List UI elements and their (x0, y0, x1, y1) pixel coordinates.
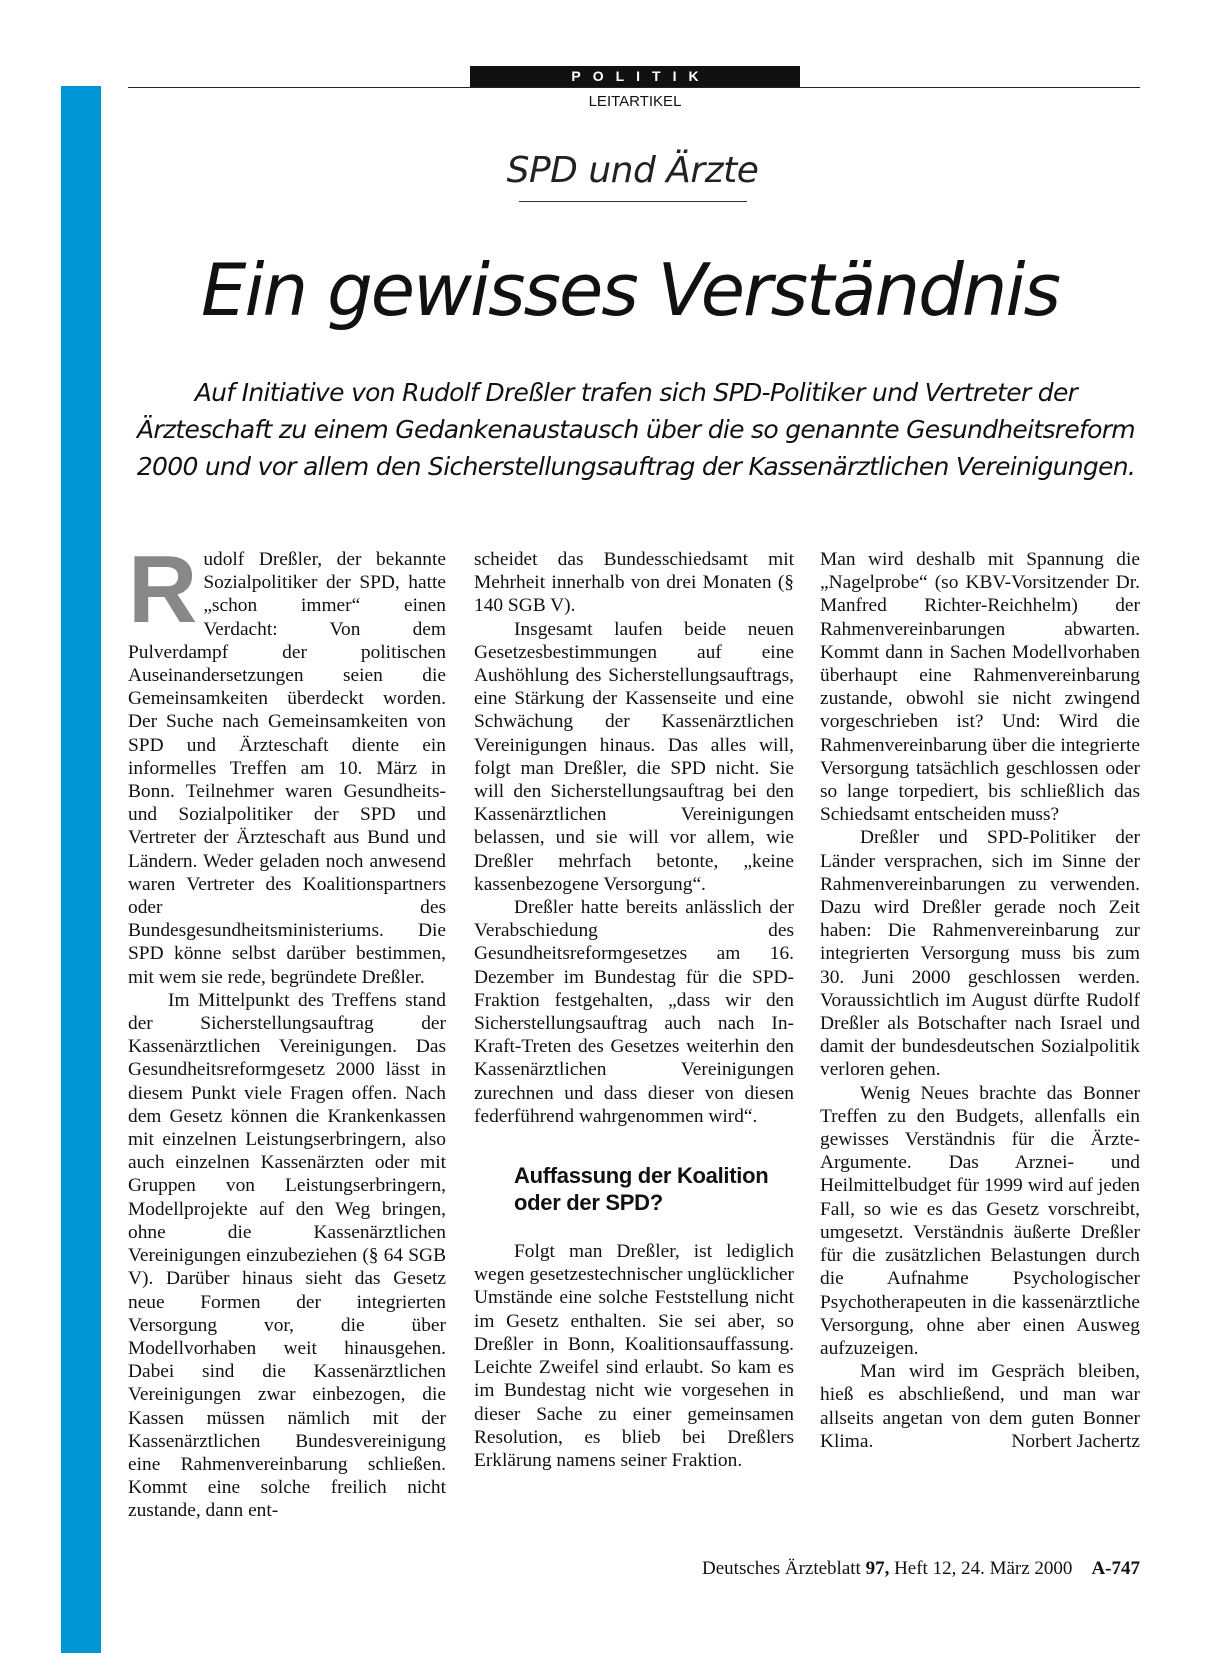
side-color-bar (61, 86, 101, 1653)
paragraph: Rudolf Dreßler, der bekannte Sozialpolitiker der SPD, hatte „schon immer“ einen Verdacht: Von dem Pulverdampf der politischen Auseinandersetzungen seien die Gemeinsamkeiten überdeckt worden. Der Suche nach Gemeinsamkeiten von SPD und Ärzteschaft diente ein informelles Treffen am 10. März in Bonn. Teilnehmer waren Gesundheits- und Sozialpolitiker der SPD und Vertreter der Ärzteschaft aus Bund und Ländern. Weder geladen noch anwesend waren Vertreter des Koalitionspartners oder des Bundesgesundheitsministeriums. Die SPD könne selbst darüber bestimmen, mit wem sie rede, begründete Dreßler. (128, 536, 446, 988)
header-rule (128, 87, 1140, 88)
page-footer (600, 1558, 1140, 1580)
paragraph: Wenig Neues brachte das Bonner Treffen zu den Budgets, allenfalls ein gewisses Verständnis für die Ärzte-Argumente. Das Arznei- und Heilmittelbudget für 1999 wird auf jeden Fall, so wie es das Gesetz vorschreibt, umgesetzt. Verständnis äußerte Dreßler für die zusätzlichen Belastungen durch die Aufnahme Psychologischer Psychotherapeuten in die kassenärztliche Versorgung, ohne aber einen Ausweg aufzuzeigen. (820, 1082, 1140, 1359)
article-subheading: Auffassung der Koalition oder der SPD? (514, 1163, 769, 1216)
paragraph: Insgesamt laufen beide neuen Gesetzesbestimmungen auf eine Aushöhlung des Sicherstellungsauftrags, eine Stärkung der Kassenseite und eine Schwächung der Kassenärztlichen Vereinigungen hinaus. Das alles will, folgt man Dreßler, die SPD nicht. Sie will den Sicherstellungsauftrag bei den Kassenärztlichen Vereinigungen belassen, und sie will vor allem, wie Dreßler mehrfach betonte, „keine kassenbezogene Versorgung“. (474, 618, 794, 895)
journal-name: Deutsches Ärzteblatt (702, 1558, 861, 1579)
journal-issue: Heft 12, 24. März 2000 (894, 1558, 1073, 1579)
article-lead: Auf Initiative von Rudolf Dreßler trafen sich SPD-Politiker und Vertreter der Ärzteschaft zu einem Gedankenaustausch über die so genannte Gesundheitsreform 2000 und vor allem den Sicherstellungsauftrag der Kassenärztlichen Vereinigungen. (136, 378, 1136, 481)
paragraph: Im Mittelpunkt des Treffens stand der Sicherstellungsauftrag der Kassenärztlichen Vereinigungen. Das Gesundheitsreformgesetz 2000 lässt in diesem Punkt viele Fragen offen. Nach dem Gesetz können die Krankenkassen mit einzelnen Leistungserbringern, also auch einzelnen Kassenärzten oder mit Gruppen von Leistungserbringern, Modellprojekte auf den Weg bringen, ohne die Kassenärztlichen Vereinigungen einzubeziehen (§ 64 SGB V). Darüber hinaus sieht das Gesetz neue Formen der integrierten Versorgung vor, die über Modellvorhaben weit hinausgehen. Dabei sind die Kassenärztlichen Vereinigungen zwar einbezogen, die Kassen müssen nämlich mit der Kassenärztlichen Bundesvereinigung eine Rahmenvereinbarung schließen. Kommt eine solche freilich nicht zustande, dann ent- (128, 989, 446, 1522)
paragraph: scheidet das Bundesschiedsamt mit Mehrheit innerhalb von drei Monaten (§ 140 SGB V). (474, 549, 794, 617)
drop-cap: R (128, 536, 198, 643)
text-column-2 (474, 548, 794, 1472)
paragraph: Dreßler hatte bereits anlässlich der Verabschiedung des Gesundheitsreformgesetzes am 16. Dezember im Bundestag für die SPD-Fraktion festgehalten, „dass wir den Sicherstellungsauftrag auch nach In-Kraft-Treten des Gesetzes weiterhin den Kassenärztlichen Vereinigungen zurechnen und dass dieser von diesen federführend wahrgenommen wird“. (474, 897, 794, 1127)
journal-volume: 97, (865, 1558, 890, 1579)
paragraph: Folgt man Dreßler, ist lediglich wegen gesetzestechnischer unglücklicher Umstände eine solche Feststellung nicht im Gesetz enthalten. Sie sei aber, so Dreßler in Bonn, Koalitionsauffassung. Leichte Zweifel sind erlaubt. So kam es im Bundestag nicht wie vorgesehen in dieser Sache zu einer gemeinsamen Resolution, es blieb bei Dreßlers Erklärung namens seiner Fraktion. (474, 1241, 794, 1471)
text-column-1 (128, 536, 446, 1523)
author-signature: Norbert Jachertz (1011, 1430, 1140, 1452)
page-number: A-747 (1091, 1558, 1140, 1579)
paragraph: Dreßler und SPD-Politiker der Länder versprachen, sich im Sinne der Rahmenvereinbarungen zu verwenden. Dazu wird Dreßler gerade noch Zeit haben: Die Rahmenvereinbarung zur integrierten Versorgung muss bis zum 30. Juni 2000 geschlossen werden. Voraussichtlich im August dürfte Rudolf Dreßler als Botschafter nach Israel und damit der bundesdeutschen Sozialpolitik verloren gehen. (820, 827, 1140, 1081)
section-label: POLITIK (470, 66, 800, 87)
paragraph: Man wird im Gespräch bleiben, hieß es abschließend, und man war allseits angetan von dem guten Bonner Klima. Norbert Jachertz (820, 1361, 1140, 1452)
paragraph: Man wird deshalb mit Spannung die „Nagelprobe“ (so KBV-Vorsitzender Dr. Manfred Richter-Reichhelm) der Rahmenvereinbarungen abwarten. Kommt dann in Sachen Modellvorhaben überhaupt eine Rahmenvereinbarung zustande, obwohl sie nicht zwingend vorgeschrieben ist? Und: Wird die Rahmenvereinbarung über die integrierte Versorgung tatsächlich geschlossen oder so lange torpediert, bis schließlich das Schiedsamt entscheiden muss? (820, 549, 1140, 826)
kicker-underline (519, 201, 747, 202)
text-column-3 (820, 548, 1140, 1453)
section-sublabel: LEITARTIKEL (588, 93, 682, 110)
article-kicker: SPD und Ärzte (506, 150, 759, 191)
article-headline: Ein gewisses Verständnis (201, 248, 1059, 332)
